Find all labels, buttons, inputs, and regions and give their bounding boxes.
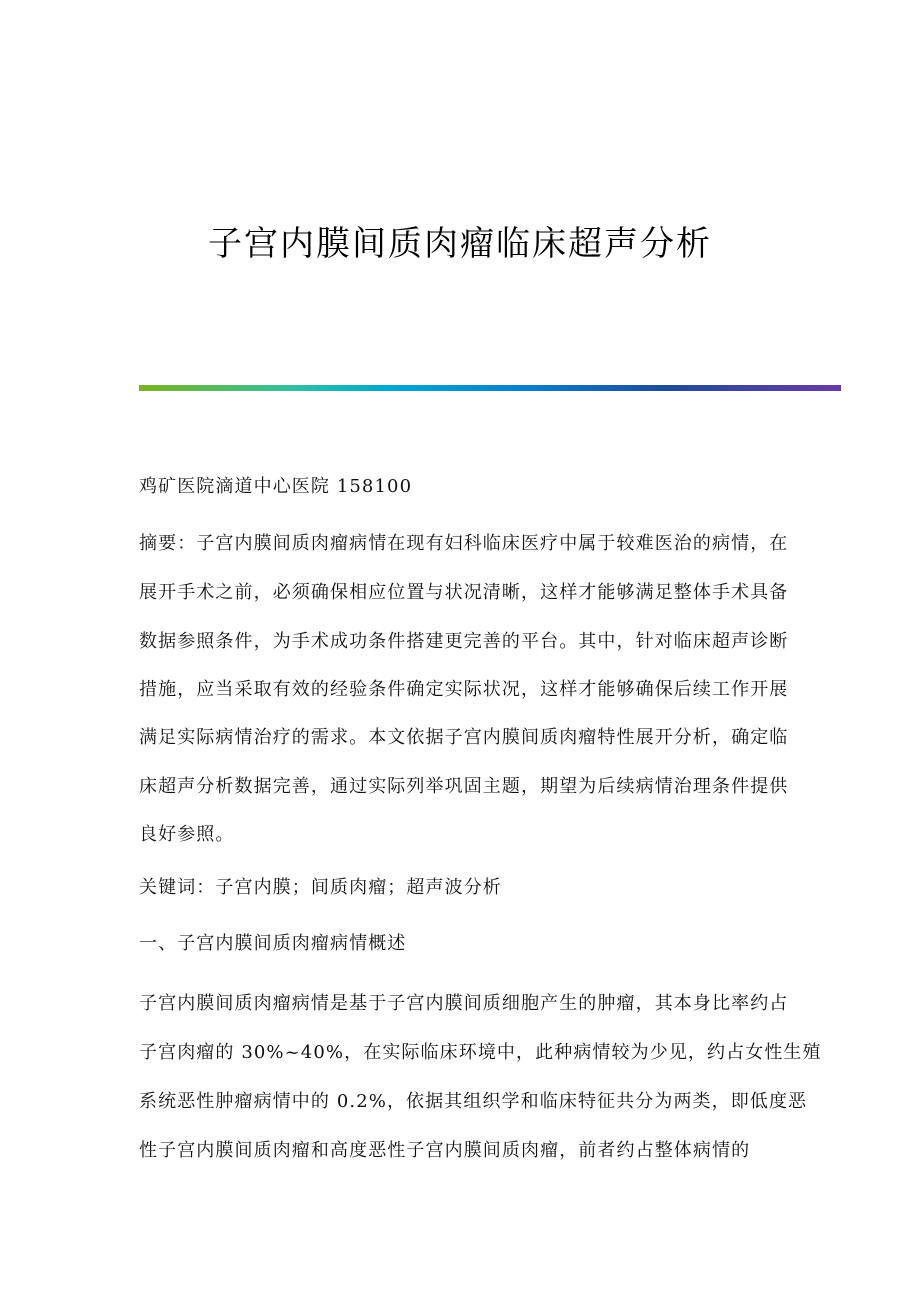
abstract-line: 良好参照。	[139, 824, 235, 845]
abstract-line: 床超声分析数据完善，通过实际列举巩固主题，期望为后续病情治理条件提供	[139, 776, 789, 797]
body-line: 性子宫内膜间质肉瘤和高度恶性子宫内膜间质肉瘤，前者约占整体病情的	[139, 1140, 751, 1161]
abstract-line: 数据参照条件，为手术成功条件搭建更完善的平台。其中，针对临床超声诊断	[139, 631, 789, 652]
affiliation: 鸡矿医院滴道中心医院 158100	[139, 476, 413, 497]
document-title: 子宫内膜间质肉瘤临床超声分析	[208, 224, 712, 264]
title-divider-gradient	[139, 385, 841, 391]
abstract-line: 展开手术之前，必须确保相应位置与状况清晰，这样才能够满足整体手术具备	[139, 582, 789, 603]
section-heading: 一、子宫内膜间质肉瘤病情概述	[139, 933, 407, 954]
abstract-line: 满足实际病情治疗的需求。本文依据子宫内膜间质肉瘤特性展开分析，确定临	[139, 727, 789, 748]
body-line: 系统恶性肿瘤病情中的 0.2%，依据其组织学和临床特征共分为两类，即低度恶	[139, 1091, 808, 1112]
body-line: 子宫内膜间质肉瘤病情是基于子宫内膜间质细胞产生的肿瘤，其本身比率约占	[139, 993, 789, 1014]
abstract-line: 措施，应当采取有效的经验条件确定实际状况，这样才能够确保后续工作开展	[139, 679, 789, 700]
body-line: 子宫肉瘤的 30%~40%，在实际临床环境中，此种病情较为少见，约占女性生殖	[139, 1042, 822, 1063]
keywords: 关键词：子宫内膜；间质肉瘤；超声波分析	[139, 877, 502, 898]
abstract-line: 摘要：子宫内膜间质肉瘤病情在现有妇科临床医疗中属于较难医治的病情，在	[139, 533, 789, 554]
